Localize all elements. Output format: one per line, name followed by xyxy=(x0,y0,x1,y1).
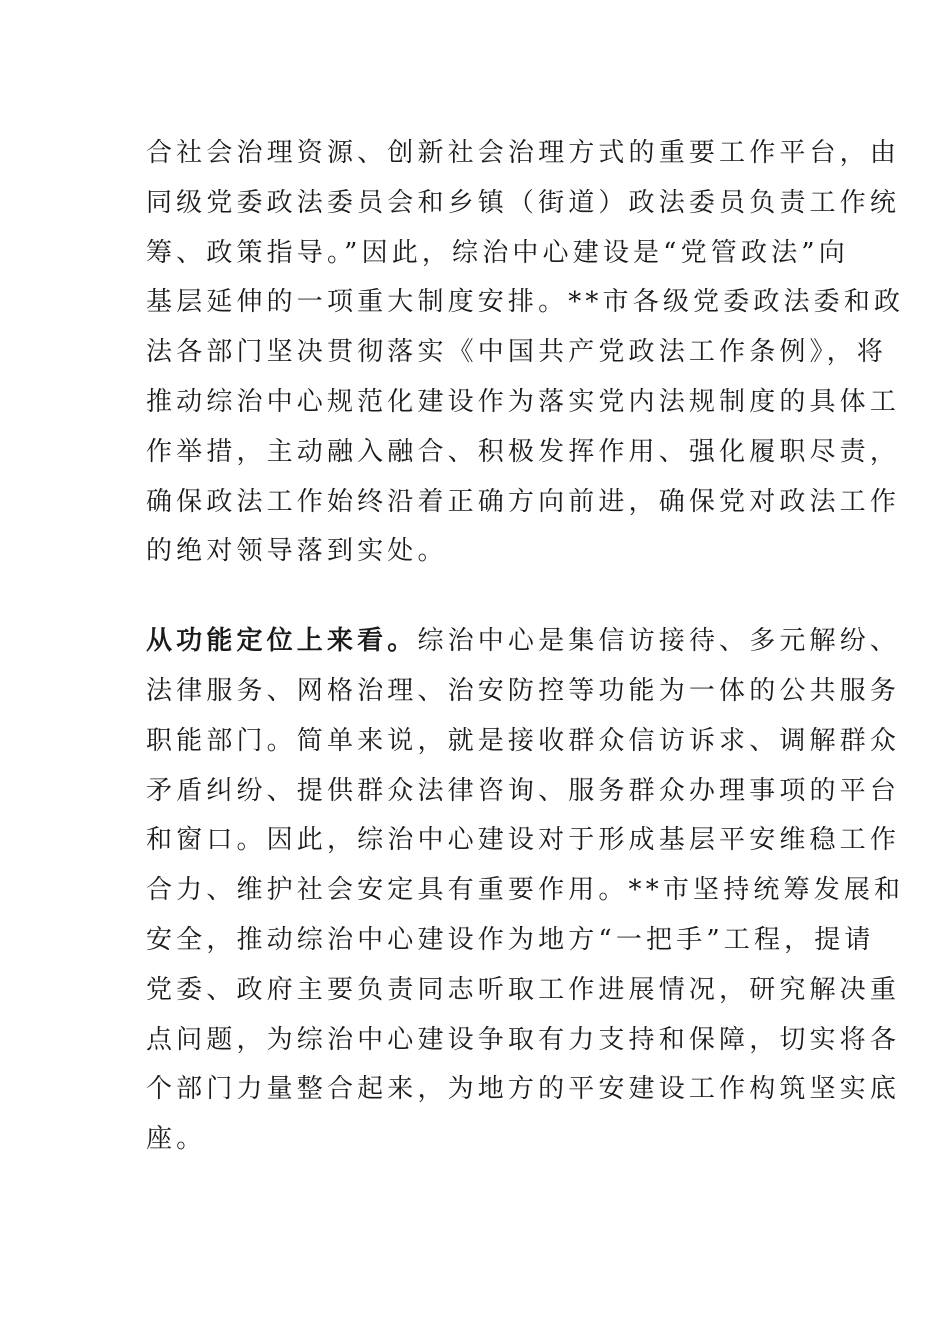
paragraph-line: 筹、政策指导。”因此，综治中心建设是“党管政法”向 xyxy=(146,237,849,268)
paragraph-line: 法各部门坚决贯彻落实《中国共产党政法工作条例》，将 xyxy=(146,337,888,368)
paragraph-line: 法律服务、网格治理、治安防控等功能为一体的公共服务 xyxy=(146,675,901,706)
paragraph-line: 座。 xyxy=(146,1124,207,1155)
paragraph-line: 确保政法工作始终沿着正确方向前进，确保党对政法工作 xyxy=(146,486,901,517)
paragraph-line: 推动综治中心规范化建设作为落实党内法规制度的具体工 xyxy=(146,386,901,417)
paragraph-line: 同级党委政法委员会和乡镇（街道）政法委员负责工作统 xyxy=(146,187,901,218)
section-lead-heading: 从功能定位上来看。 xyxy=(146,626,418,657)
paragraph-line: 合社会治理资源、创新社会治理方式的重要工作平台，由 xyxy=(146,138,901,168)
paragraph-first-line xyxy=(146,617,901,667)
paragraph-2 xyxy=(146,617,905,1165)
paragraph-line: 点问题，为综治中心建设争取有力支持和保障，切实将各 xyxy=(146,1024,901,1055)
paragraph-line: 基层延伸的一项重大制度安排。**市各级党委政法委和政 xyxy=(146,287,905,318)
document-body xyxy=(146,129,905,1165)
paragraph-line: 作举措，主动融入融合、积极发挥作用、强化履职尽责， xyxy=(146,436,901,467)
paragraph-line: 安全，推动综治中心建设作为地方“一把手”工程，提请 xyxy=(146,924,875,955)
paragraph-line: 的绝对领导落到实处。 xyxy=(146,536,448,567)
paragraph-line: 职能部门。简单来说，就是接收群众信访诉求、调解群众 xyxy=(146,725,901,756)
paragraph-1 xyxy=(146,129,905,577)
paragraph-line: 党委、政府主要负责同志听取工作进展情况，研究解决重 xyxy=(146,974,901,1005)
paragraph-line: 和窗口。因此，综治中心建设对于形成基层平安维稳工作 xyxy=(146,825,901,856)
paragraph-line: 矛盾纠纷、提供群众法律咨询、服务群众办理事项的平台 xyxy=(146,775,901,806)
paragraph-line: 个部门力量整合起来，为地方的平安建设工作构筑坚实底 xyxy=(146,1074,901,1105)
paragraph-line: 合力、维护社会安定具有重要作用。**市坚持统筹发展和 xyxy=(146,875,905,906)
paragraph-text: 综治中心是集信访接待、多元解纷、 xyxy=(417,626,901,657)
